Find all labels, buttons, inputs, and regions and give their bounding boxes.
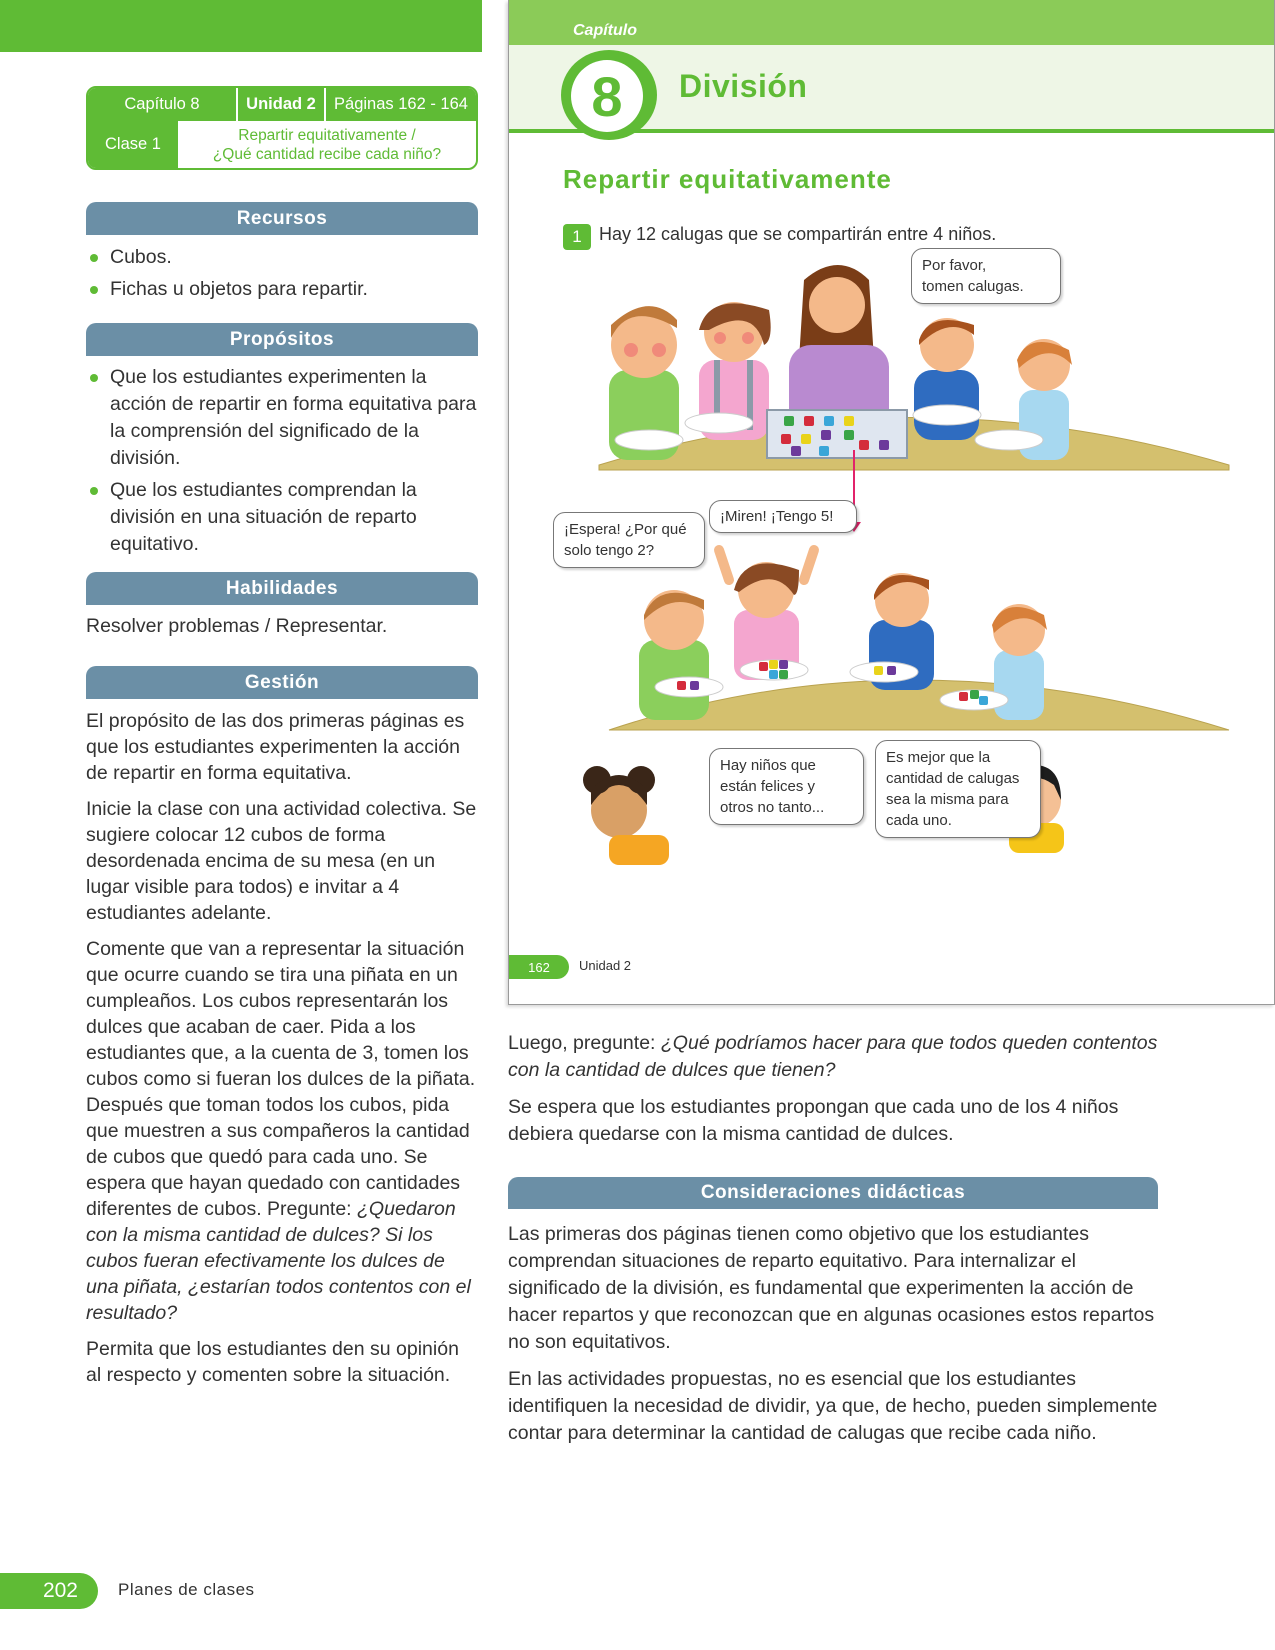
plate-2-candies <box>850 662 918 682</box>
question-text: Hay 12 calugas que se compartirán entre 4 niños. <box>599 224 997 244</box>
lesson-title-cell <box>178 121 476 168</box>
book-page-number: 162 <box>509 955 569 979</box>
propositos-item: Que los estudiantes experimenten la acción de repartir en forma equitativa para la comprensión del significado de la división. <box>86 364 478 472</box>
sad-boy <box>639 590 709 720</box>
happy-girl-speech-bubble: ¡Miren! ¡Tengo 5! <box>709 500 857 533</box>
bullet-icon <box>90 487 98 495</box>
consideraciones-paragraph: Las primeras dos páginas tienen como objetivo que los estudiantes comprendan situaciones de reparto equitativo. Para internalizar el significado de la división, es fundamental que experimenten la acción de hacer repartos y que reconozcan que en algunas ocasiones estos repartos no son equitativos. <box>508 1223 1155 1353</box>
book-unit-label: Unidad 2 <box>579 958 632 973</box>
question-number-badge: 1 <box>563 224 591 250</box>
plate <box>615 430 683 450</box>
page-number: 202 <box>0 1573 98 1609</box>
bullet-icon <box>90 286 98 294</box>
student-book-page <box>508 0 1275 1005</box>
consideraciones-header: Consideraciones didácticas <box>508 1177 1158 1209</box>
chapter-cell: Capítulo 8 <box>88 88 238 121</box>
habilidades-header: Habilidades <box>86 572 478 605</box>
footer-label: Planes de clases <box>118 1580 255 1599</box>
lesson-title-line1: Repartir equitativamente / <box>238 126 416 144</box>
plate <box>913 405 981 425</box>
gestion-paragraph: Permita que los estudiantes den su opinión al respecto y comenten sobre la situación. <box>86 1338 459 1386</box>
consideraciones-paragraph: En las actividades propuestas, no es esencial que los estudiantes identifiquen la necesidad de dividir, ya que, de hecho, pueden simplemente contar para determinar la cantidad de calugas que recibe cada niño. <box>508 1368 1158 1444</box>
plate-2-candies <box>655 677 723 697</box>
right-paragraph: Se espera que los estudiantes propongan que cada uno de los 4 niños debiera quedarse con la misma cantidad de dulces. <box>508 1096 1119 1145</box>
lesson-title-line2: ¿Qué cantidad recibe cada niño? <box>212 145 442 163</box>
dark-hair-girl-speech-bubble: Es mejor que la cantidad de calugas sea la misma para cada uno. <box>875 740 1041 838</box>
propositos-item: Que los estudiantes comprendan la división en una situación de reparto equitativo. <box>86 477 478 558</box>
unit-cell: Unidad 2 <box>238 88 326 121</box>
habilidades-text: Resolver problemas / Representar. <box>86 615 388 637</box>
chapter-title: División <box>679 68 808 104</box>
propositos-header: Propósitos <box>86 323 478 356</box>
recursos-item: Cubos. <box>86 244 478 271</box>
teacher <box>767 265 907 458</box>
chapter-number-badge <box>561 50 657 140</box>
right-column-intro <box>508 1030 1158 1158</box>
gestion-body <box>86 708 478 1398</box>
recursos-item: Fichas u objetos para repartir. <box>86 276 478 303</box>
bullet-icon <box>90 374 98 382</box>
curly-girl-speech-bubble: Hay niños que están felices y otros no tanto... <box>709 748 864 825</box>
curly-girl <box>583 766 669 865</box>
top-green-bar <box>0 0 482 52</box>
gestion-header: Gestión <box>86 666 478 699</box>
recursos-header: Recursos <box>86 202 478 235</box>
gestion-paragraph: El propósito de las dos primeras páginas es que los estudiantes experimenten la acción de repartir en forma equitativa. <box>86 710 465 784</box>
consideraciones-body <box>508 1221 1158 1457</box>
lesson-info-table <box>86 86 478 170</box>
propositos-list <box>86 364 478 563</box>
chapter-number: 8 <box>571 60 643 132</box>
section-title: Repartir equitativamente <box>563 164 892 194</box>
plate <box>685 413 753 433</box>
pages-cell: Páginas 162 - 164 <box>334 95 468 113</box>
plate <box>975 430 1043 450</box>
right-paragraph: Luego, pregunte: ¿Qué podríamos hacer para que todos queden contentos con la cantidad de dulces que tienen? <box>508 1032 1158 1081</box>
sad-boy-speech-bubble: ¡Espera! ¿Por qué solo tengo 2? <box>553 512 705 568</box>
gestion-paragraph: Inicie la clase con una actividad colectiva. Se sugiere colocar 12 cubos de forma desordenada encima de su mesa (en un lugar visible para todos) e invitar a 4 estudiantes adelante. <box>86 798 477 924</box>
chapter-label: Capítulo <box>573 22 637 39</box>
bullet-icon <box>90 254 98 262</box>
recursos-list <box>86 244 478 308</box>
class-cell: Clase 1 <box>88 121 178 168</box>
teacher-speech-bubble: Por favor, tomen calugas. <box>911 248 1061 304</box>
gestion-paragraph: Comente que van a representar la situación que ocurre cuando se tira una piñata en un cumpleaños. Los cubos representarán los dulces que acaban de caer. Pida a los estudiantes que, a la cuenta de 3, tomen los cubos como si fueran los dulces de la piñata. Después que toman todos los cubos, pida que muestren a sus compañeros la cantidad de cubos que quedó para cada uno. Se espera que hayan quedado con cantidades diferentes de cubos. Pregunte: ¿Quedaron con la misma cantidad de dulces? Si los cubos fueran efectivamente los dulces de una piñata, ¿estarían todos contentos con el resultado? <box>86 938 476 1324</box>
